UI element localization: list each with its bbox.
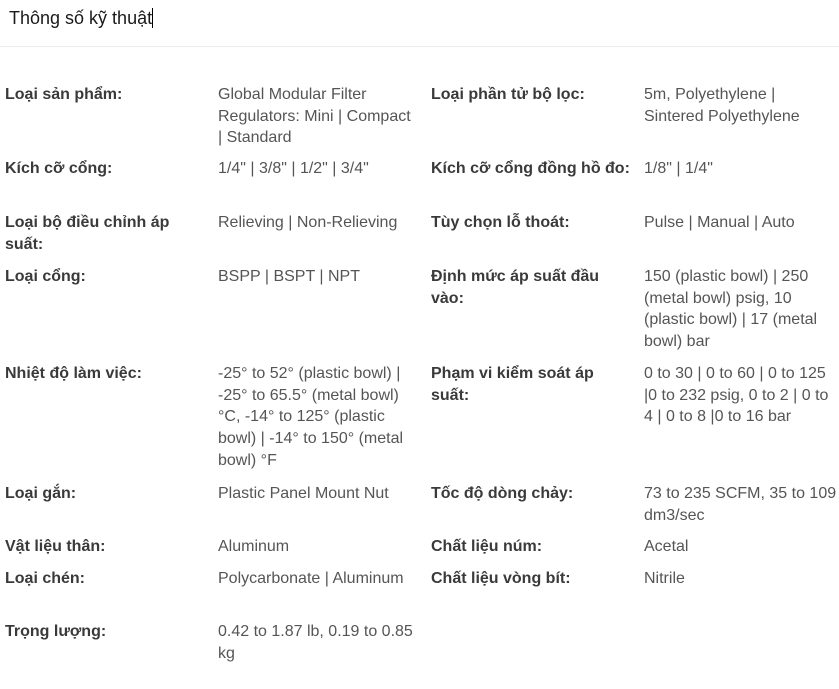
- spec-row: [0, 266, 839, 363]
- spec-value: Relieving | Non-Relieving: [218, 214, 398, 231]
- spec-label: Tốc độ dòng chảy:: [431, 485, 574, 502]
- spec-value: Aluminum: [218, 538, 290, 555]
- spec-value: 73 to 235 SCFM, 35 to 109 dm3/sec: [644, 485, 837, 524]
- spec-value: -25° to 52° (plastic bowl) | -25° to 65.5° (metal bowl) °C, -14° to 125° (plastic bowl) | -14° to 150° (metal bowl) °F: [218, 365, 404, 469]
- spec-label: Loại phần tử bộ lọc:: [431, 86, 585, 103]
- spec-label: Vật liệu thân:: [5, 538, 106, 555]
- spec-value: Polycarbonate | Aluminum: [218, 570, 404, 587]
- spec-label: Chất liệu vòng bít:: [431, 570, 571, 587]
- spec-row: [0, 84, 839, 158]
- spec-label: Trọng lượng:: [5, 623, 107, 640]
- spec-value: 1/8" | 1/4": [644, 160, 713, 177]
- spec-label: Định mức áp suất đầu vào:: [431, 268, 600, 307]
- spec-row: [0, 363, 839, 483]
- spec-row: [0, 483, 839, 536]
- spec-row: [0, 568, 839, 621]
- spec-value: Global Modular Filter Regulators: Mini | Compact | Standard: [218, 86, 411, 147]
- spec-value: Pulse | Manual | Auto: [644, 214, 795, 231]
- spec-row: [0, 621, 839, 671]
- spec-value: 150 (plastic bowl) | 250 (metal bowl) psig, 10 (plastic bowl) | 17 (metal bowl) bar: [644, 268, 818, 351]
- spec-label: Kích cỡ cổng đồng hồ đo:: [431, 160, 630, 177]
- spec-header: [0, 0, 839, 47]
- spec-value: 0.42 to 1.87 lb, 0.19 to 0.85 kg: [218, 623, 413, 662]
- page-title-text: Thông số kỹ thuật: [9, 8, 153, 28]
- spec-label: Loại chén:: [5, 570, 86, 587]
- spec-row: [0, 158, 839, 212]
- spec-value: Nitrile: [644, 570, 685, 587]
- spec-value: Plastic Panel Mount Nut: [218, 485, 389, 502]
- spec-value: 0 to 30 | 0 to 60 | 0 to 125 |0 to 232 psig, 0 to 2 | 0 to 4 | 0 to 8 |0 to 16 bar: [644, 365, 829, 426]
- spec-label: Nhiệt độ làm việc:: [5, 365, 142, 382]
- spec-table: [0, 84, 839, 671]
- spec-label: Kích cỡ cổng:: [5, 160, 113, 177]
- spec-label: Tùy chọn lỗ thoát:: [431, 214, 570, 231]
- spec-value: BSPP | BSPT | NPT: [218, 268, 360, 285]
- spec-label: Loại bộ điều chỉnh áp suất:: [5, 214, 170, 253]
- page-title[interactable]: [9, 6, 153, 30]
- spec-value: Acetal: [644, 538, 689, 555]
- text-cursor: [152, 8, 153, 28]
- spec-label: Loại sản phẩm:: [5, 86, 123, 103]
- spec-label: Loại cổng:: [5, 268, 86, 285]
- spec-label: Chất liệu núm:: [431, 538, 543, 555]
- spec-row: [0, 212, 839, 266]
- spec-label: Phạm vi kiểm soát áp suất:: [431, 365, 594, 404]
- spec-label: Loại gắn:: [5, 485, 77, 502]
- spec-value: 5m, Polyethylene | Sintered Polyethylene: [644, 86, 800, 125]
- spec-value: 1/4" | 3/8" | 1/2" | 3/4": [218, 160, 369, 177]
- spec-row: [0, 536, 839, 568]
